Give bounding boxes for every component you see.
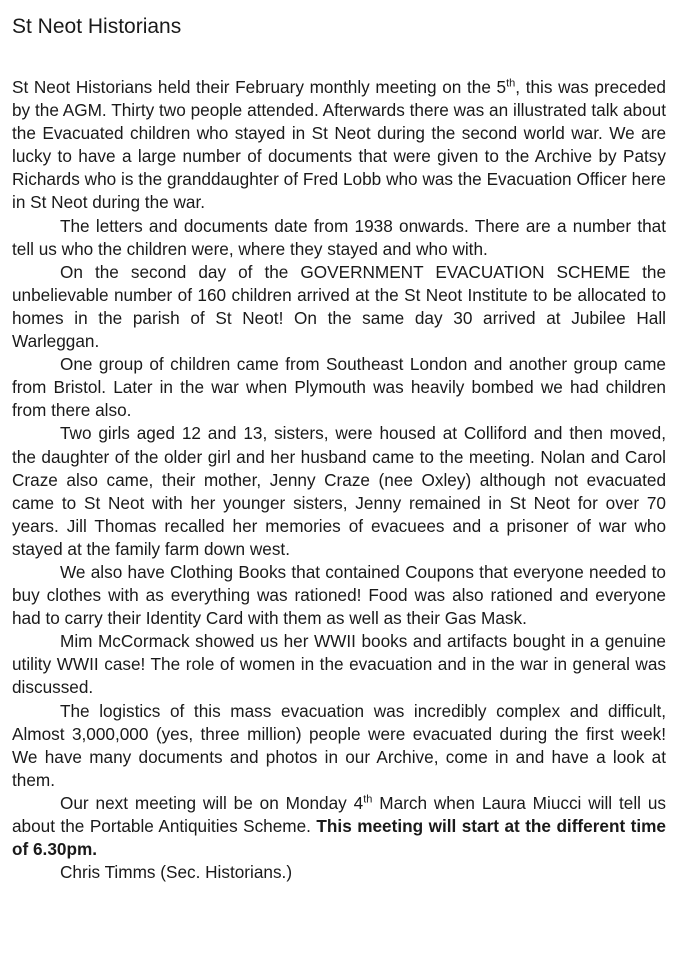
paragraph-1-text-a: St Neot Historians held their February monthly meeting on the 5 (12, 77, 507, 97)
paragraph-8: The logistics of this mass evacuation was incredibly complex and difficult, Almost 3,000,000 (yes, three million) people were evacuated during the first week! We have many documents and photos in our Archive, come in and have a look at them. (12, 700, 666, 790)
paragraph-9-text-a: Our next meeting will be on Monday 4 (60, 792, 364, 813)
paragraph-1 (12, 76, 666, 215)
paragraph-1-superscript: th (506, 77, 516, 90)
newsletter-article (12, 12, 666, 884)
paragraph-6: We also have Clothing Books that contained Coupons that everyone needed to buy clothes with as everything was rationed! Food was also rationed and everyone had to carry their Identity Card with them as well as their Gas Mask. (12, 561, 666, 629)
paragraph-3: On the second day of the GOVERNMENT EVACUATION SCHEME the unbelievable number of 160 children arrived at the St Neot Institute to be allocated to homes in the parish of St Neot! On the same day 30 arrived at Jubilee Hall Warleggan. (12, 261, 666, 352)
paragraph-9-superscript: th (363, 793, 373, 806)
paragraph-5: Two girls aged 12 and 13, sisters, were housed at Colliford and then moved, the daughter of the older girl and her husband came to the meeting. Nolan and Carol Craze also came, their mother, Jenny Craze (nee Oxley) although not evacuated came to St Neot with her younger sisters, Jenny remained in St Neot for over 70 years. Jill Thomas recalled her memories of evacuees and a prisoner of war who stayed at the family farm down west. (12, 423, 666, 559)
paragraph-9-text-b: March when Laura Miucci will tell us about the Portable Antiquities Scheme. (12, 792, 666, 836)
signature: Chris Timms (Sec. Historians.) (60, 862, 293, 883)
paragraph-9 (12, 792, 666, 861)
article-title: St Neot Historians (12, 15, 182, 38)
paragraph-1-text-b: , this was preceded by the AGM. Thirty two people attended. Afterwards there was an illustrated talk about the Evacuated children who stayed in St Neot during the second world war. We are lucky to have a large number of documents that were given to the Archive by Patsy Richards who is the granddaughter of Fred Lobb who was the Evacuation Officer here in St Neot during the war. (12, 77, 666, 213)
paragraph-7: Mim McCormack showed us her WWII books and artifacts bought in a genuine utility WWII case! The role of women in the evacuation and in the war in general was discussed. (12, 631, 666, 698)
meeting-time-notice: This meeting will start at the different time of 6.30pm. (12, 816, 666, 860)
paragraph-2: The letters and documents date from 1938 onwards. There are a number that tell us who the children were, where they stayed and who with. (12, 215, 666, 259)
paragraph-4: One group of children came from Southeast London and another group came from Bristol. Later in the war when Plymouth was heavily bombed we had children from there also. (12, 354, 666, 421)
